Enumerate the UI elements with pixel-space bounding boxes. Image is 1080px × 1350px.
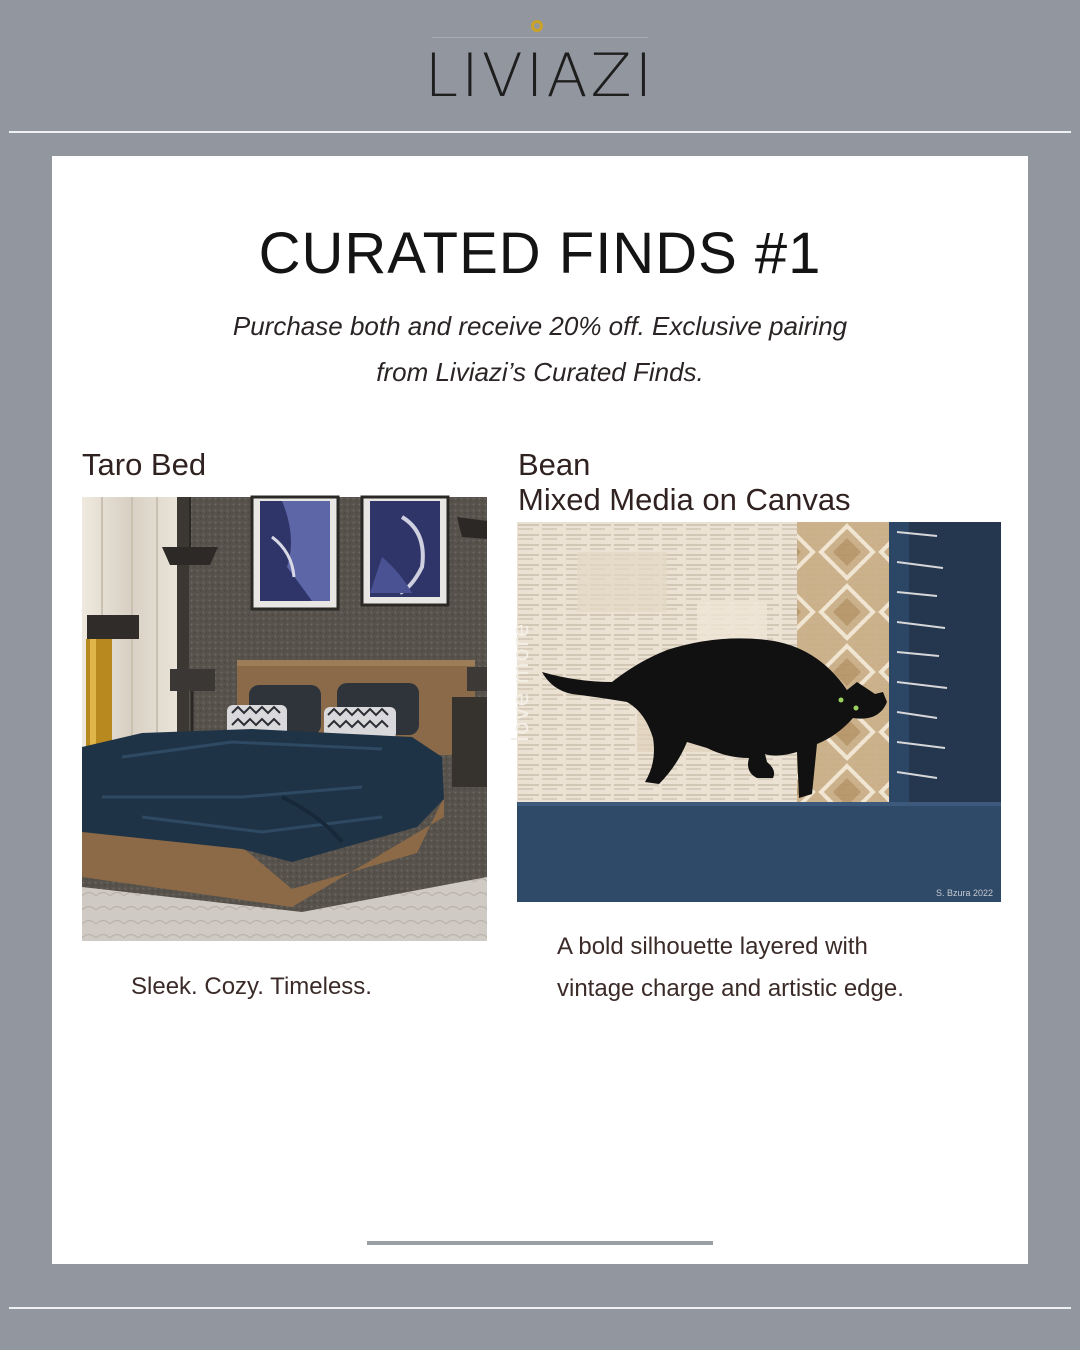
product-image-taro-bed[interactable]	[82, 497, 487, 941]
subtitle-line-2: from Liviazi’s Curated Finds.	[376, 357, 704, 387]
brand-logo[interactable]: LIVIAZI	[424, 41, 656, 111]
card-footer-bar	[367, 1241, 713, 1245]
subtitle-line-1: Purchase both and receive 20% off. Exclusive pairing	[232, 311, 848, 341]
page-title: CURATED FINDS #1	[258, 221, 822, 286]
product-caption-taro-bed: Sleek. Cozy. Timeless.	[131, 973, 372, 1000]
brand-thin-line	[432, 37, 648, 38]
product-image-bean[interactable]	[509, 522, 1001, 902]
header-divider	[9, 131, 1071, 133]
artwork-signature: S. Bzura 2022	[935, 888, 993, 898]
artwork-love-more-text: love more	[509, 622, 534, 742]
product-caption-bean-line-1: A bold silhouette layered with	[557, 933, 868, 960]
product-title-taro-bed[interactable]: Taro Bed	[82, 447, 207, 482]
product-subtitle-medium: Mixed Media on Canvas	[518, 482, 851, 517]
brand-ring-icon	[531, 20, 543, 32]
footer-divider	[9, 1307, 1071, 1309]
product-caption-bean-line-2: vintage charge and artistic edge.	[557, 975, 904, 1002]
product-title-bean[interactable]: Bean	[518, 447, 591, 482]
